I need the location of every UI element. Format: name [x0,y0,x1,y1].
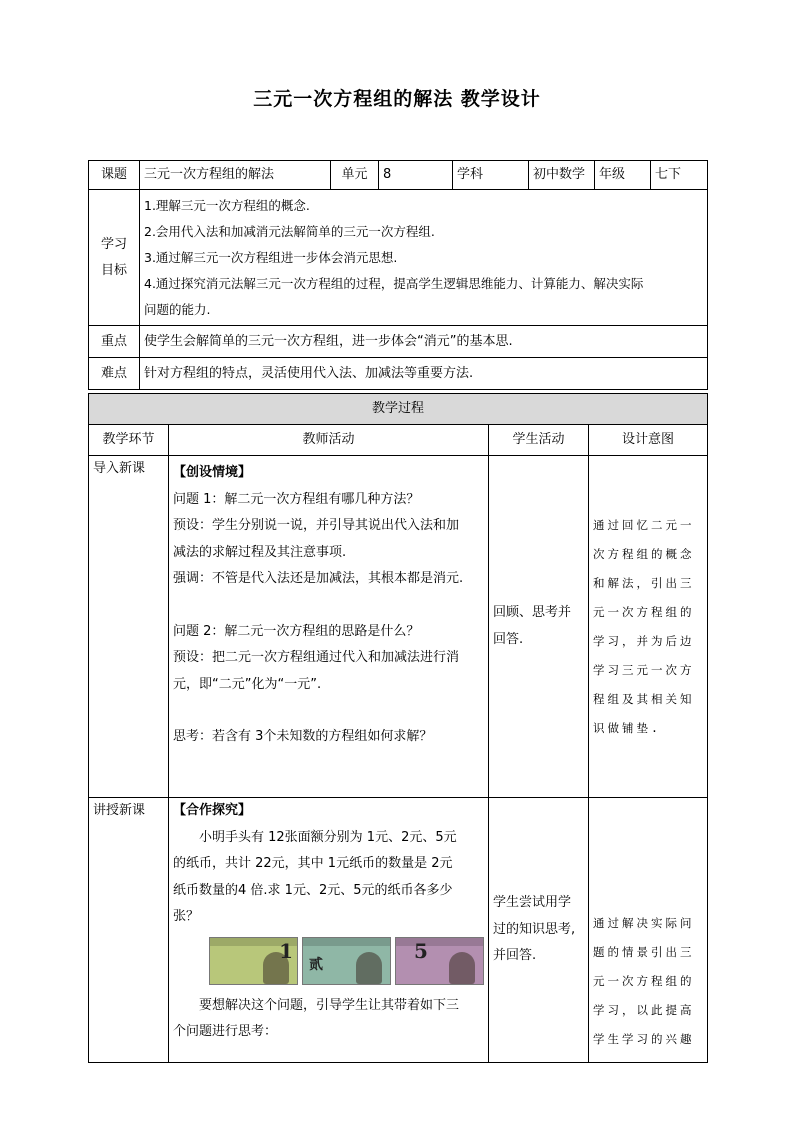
intro-spacer [173,698,484,724]
note-band [303,938,390,946]
key-value: 使学生会解简单的三元一次方程组，进一步体会“消元”的基本思. [140,326,708,358]
header-student: 学生活动 [489,425,589,456]
lesson-heading: 【合作探究】 [173,803,252,818]
lesson-line: 的纸币，共计 22元，其中 1元纸币的数量是 2元 [173,856,453,871]
lesson-student-line: 过的知识思考, [493,921,576,937]
lesson-teacher-cell [169,798,489,1063]
intro-design-line: 元一次方程组的 [593,604,695,619]
lesson-line: 个问题进行思考： [173,1024,278,1039]
intro-stage: 导入新课 [89,456,169,798]
process-table [88,393,708,1063]
intro-line: 强调：不管是代入法还是加减法，其根本都是消元. [173,571,464,586]
intro-design-line: 通过回忆二元一 [593,517,695,532]
grade-value: 七下 [651,161,708,190]
note-value: 1 [279,938,293,963]
intro-line: 问题 2：解二元一次方程组的思路是什么？ [173,623,420,639]
note-value: 5 [414,938,428,963]
lesson-student-line: 并回答. [493,948,537,964]
two-yuan-note [302,937,391,985]
intro-design-line: 学习三元一次方 [593,662,695,677]
intro-spacer [173,593,484,619]
objective-item: 3.通过解三元一次方程组进一步体会消元思想. [144,249,398,265]
page-title: 三元一次方程组的解法 教学设计 [253,88,541,110]
lesson-design-cell [589,798,708,1063]
unit-label: 单元 [331,161,379,190]
lesson-student-line: 学生尝试用学 [493,895,572,911]
objectives-label-line: 目标 [100,262,127,278]
intro-line: 思考：若含有 3个未知数的方程组如何求解？ [173,729,433,744]
note-portrait [449,952,475,984]
header-teacher: 教师活动 [169,425,489,456]
lesson-design-line: 题的情景引出三 [593,945,695,959]
info-table [88,160,708,390]
intro-design-cell [589,456,708,798]
banknote-images [209,937,484,985]
lesson-design-line: 学习，以此提高 [593,1003,695,1017]
lesson-design-line: 学生学习的兴趣 [593,1032,695,1046]
intro-line: 减法的求解过程及其注意事项. [173,544,347,560]
objectives-cell [140,190,708,326]
intro-student-cell [489,456,589,798]
lesson-line: 张？ [173,909,200,924]
note-band [396,938,483,946]
lesson-line: 小明手头有 12张面额分别为 1元、2元、5元 [199,829,457,845]
five-yuan-note [395,937,484,985]
process-section-title: 教学过程 [89,394,708,425]
difficulty-value: 针对方程组的特点，灵活使用代入法、加减法等重要方法. [140,358,708,390]
intro-line: 问题 1：解二元一次方程组有哪几种方法？ [173,491,420,507]
subject-label: 学科 [453,161,529,190]
lesson-design-line: 通过解决实际问 [593,916,695,930]
objectives-label-line: 学习 [100,236,127,252]
objective-item: 2.会用代入法和加减消元法解简单的三元一次方程组. [144,223,435,239]
note-portrait [356,952,382,984]
intro-design-line: 学习，并为后边 [593,633,695,648]
topic-label: 课题 [89,161,140,190]
topic-value: 三元一次方程组的解法 [140,161,331,190]
intro-line: 预设：把二元一次方程组通过代入和加减法进行消 [173,650,460,665]
objective-item: 1.理解三元一次方程组的概念. [144,197,310,213]
intro-heading: 【创设情境】 [173,465,252,480]
intro-line: 元，即“二元”化为“一元”. [173,676,322,692]
intro-design-line: 次方程组的概念 [593,546,695,561]
subject-value: 初中数学 [529,161,595,190]
lesson-student-cell [489,798,589,1063]
objective-item: 问题的能力. [144,301,211,317]
lesson-design-line: 元一次方程组的 [593,974,695,988]
intro-design-line: 程组及其相关知 [593,691,695,706]
intro-student-line: 回顾、思考并 [493,605,572,620]
intro-design-line: 和解法，引出三 [593,575,695,590]
intro-line: 预设：学生分别说一说，并引导其说出代入法和加 [173,518,460,533]
intro-student-line: 回答. [493,631,524,647]
header-stage: 教学环节 [89,425,169,456]
note-value: 贰 [309,956,323,973]
grade-label: 年级 [595,161,651,190]
one-yuan-note [209,937,298,985]
objective-item: 4.通过探究消元法解三元一次方程组的过程，提高学生逻辑思维能力、计算能力、解决实际 [144,275,644,291]
lesson-line: 纸币数量的4 倍.求 1元、2元、5元的纸币各多少 [173,882,453,898]
difficulty-label: 难点 [89,358,140,390]
key-label: 重点 [89,326,140,358]
unit-value: 8 [379,161,453,190]
intro-design-line: 识做铺垫. [593,720,661,735]
header-design: 设计意图 [589,425,708,456]
objectives-label [89,190,140,326]
lesson-stage: 讲授新课 [89,798,169,1063]
lesson-line: 要想解决这个问题，引导学生让其带着如下三 [199,997,460,1013]
intro-teacher-cell [169,456,489,798]
